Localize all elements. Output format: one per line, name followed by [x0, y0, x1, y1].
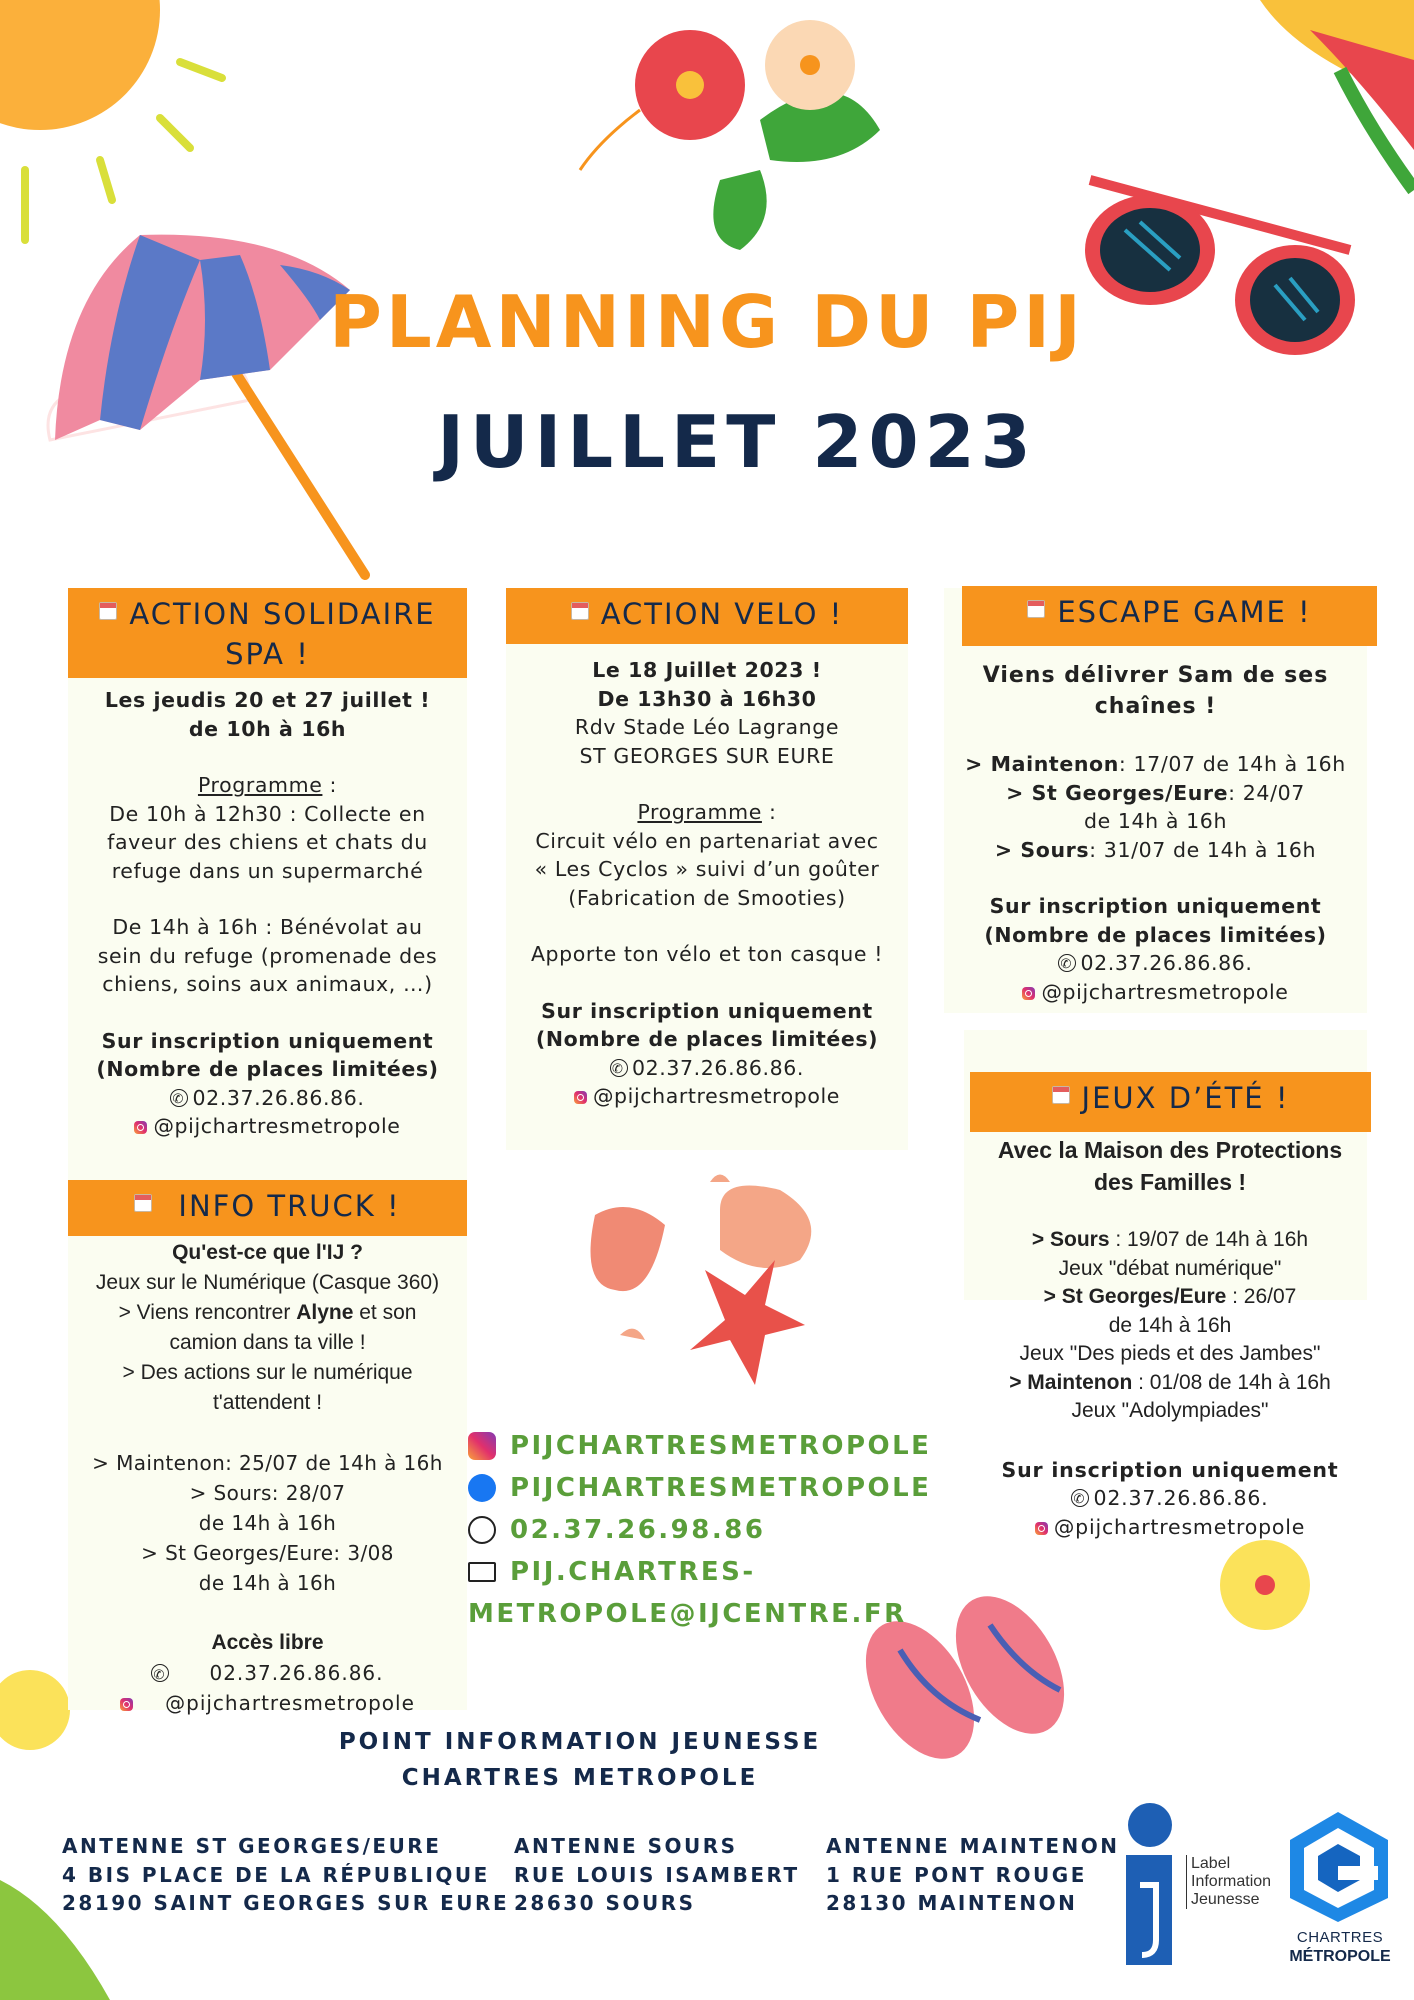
ij-logo — [1120, 1800, 1180, 1970]
body-truck: Qu'est-ce que l'IJ ? Jeux sur le Numérique (Casque 360) > Viens rencontrer Alyne et son camion dans ta ville ! > Des actions sur le numérique t'attendent ! > Maintenon: 25/07 de 14h à 16h > Sours: 28/07 de 14h à 16h > St Georges/Eure: 3/08 de 14h à 16h Accès libre ✆02.37.26.86.86. @pijchartresmetropole — [68, 1238, 467, 1718]
phone-link[interactable]: 02.37.26.86.86. — [1093, 1486, 1269, 1510]
title-month: JUILLET 2023 — [437, 400, 1037, 484]
body-velo: Le 18 Juillet 2023 ! De 13h30 à 16h30 Rdv Stade Léo Lagrange ST GEORGES SUR EURE Programme : Circuit vélo en partenariat avec « Les Cyclos » suivi d’un goûter (Fabrication de Smooties) Apporte ton vélo et ton casque ! Sur inscription uniquement (Nombre de places limitées) ✆02.37.26.86.86. @pijchartresmetropole — [506, 656, 908, 1111]
header-velo: ACTION VELO ! — [506, 588, 908, 644]
title-planning: PLANNING DU PIJ — [329, 280, 1085, 364]
phone-icon — [170, 1089, 188, 1107]
instagram-link[interactable]: @pijchartresmetropole — [1041, 979, 1289, 1004]
calendar-icon — [99, 602, 117, 620]
instagram-icon — [468, 1432, 496, 1460]
phone-icon — [468, 1516, 496, 1544]
facebook-link[interactable]: PIJCHARTRESMETROPOLE — [510, 1473, 932, 1503]
header-escape: ESCAPE GAME ! — [962, 586, 1377, 646]
chartres-metropole-text: CHARTRES MÉTROPOLE — [1289, 1929, 1391, 1965]
instagram-link[interactable]: @pijchartresmetropole — [165, 1691, 415, 1715]
phone-link[interactable]: 02.37.26.86.86. — [192, 1085, 365, 1110]
phone-link[interactable]: 02.37.26.86.86. — [631, 1055, 804, 1080]
calendar-icon — [134, 1194, 152, 1212]
hibiscus-illustration — [580, 20, 880, 250]
calendar-icon — [1027, 600, 1045, 618]
body-jeux: Avec la Maison des Protections des Familles ! > Sours : 19/07 de 14h à 16h Jeux "débat numérique" > St Georges/Eure : 26/07 de 14h à 16h Jeux "Des pieds et des Jambes" > Maintenon : 01/08 de 14h à 16h Jeux "Adolympiades" Sur inscription uniquement ✆02.37.26.86.86. @pijchartresmetropole — [964, 1134, 1376, 1541]
email-icon — [468, 1562, 496, 1582]
phone-link[interactable]: 02.37.26.86.86. — [1080, 951, 1253, 975]
body-solidaire: Les jeudis 20 et 27 juillet ! de 10h à 16h Programme : De 10h à 12h30 : Collecte en faveur des chiens et chats du refuge dans un supermarché De 14h à 16h : Bénévolat au sein du refuge (promenade des chiens, soins aux animaux, …) Sur inscription uniquement (Nombre de places limitées) ✆02.37.26.86.86. @pijchartresmetropole — [68, 686, 467, 1141]
instagram-icon — [134, 1121, 147, 1134]
instagram-icon — [120, 1698, 133, 1711]
phone-link[interactable]: 02.37.26.86.86. — [209, 1661, 384, 1685]
instagram-icon — [574, 1091, 587, 1104]
phone-icon — [151, 1664, 169, 1682]
contacts — [468, 1425, 1128, 1635]
yellow-flower-illustration — [1220, 1540, 1310, 1630]
header-truck: INFO TRUCK ! — [68, 1180, 467, 1236]
instagram-link[interactable]: @pijchartresmetropole — [1053, 1514, 1306, 1539]
leaves-illustration — [1260, 0, 1414, 190]
calendar-icon — [571, 602, 589, 620]
antenne-maintenon: ANTENNE MAINTENON 1 RUE PONT ROUGE 28130 MAINTENON — [826, 1834, 1120, 1915]
antenne-sours: ANTENNE SOURS RUE LOUIS ISAMBERT 28630 SOURS — [514, 1834, 800, 1915]
header-jeux: JEUX D’ÉTÉ ! — [970, 1072, 1371, 1132]
instagram-link[interactable]: @pijchartresmetropole — [153, 1114, 401, 1138]
phone-icon — [1058, 954, 1076, 972]
instagram-link[interactable]: @pijchartresmetropole — [592, 1084, 841, 1108]
instagram-link[interactable]: PIJCHARTRESMETROPOLE — [510, 1431, 932, 1461]
facebook-icon — [468, 1474, 496, 1502]
antenne-st-georges: ANTENNE ST GEORGES/EURE 4 BIS PLACE DE LA RÉPUBLIQUE 28190 SAINT GEORGES SUR EURE — [62, 1834, 510, 1915]
email-link[interactable]: PIJ.CHARTRES-METROPOLE@IJCENTRE.FR — [468, 1557, 907, 1629]
phone-link[interactable]: 02.37.26.98.86 — [510, 1515, 766, 1545]
body-escape: Viens délivrer Sam de ses chaînes ! > Maintenon: 17/07 de 14h à 16h > St Georges/Eure: 24/07 de 14h à 16h > Sours: 31/07 de 14h à 16h Sur inscription uniquement (Nombre de places limitées) ✆02.37.26.86.86. @pijchartresmetropole — [944, 660, 1367, 1006]
instagram-icon — [1022, 987, 1035, 1000]
chartres-metropole-logo — [1282, 1808, 1394, 1924]
sun-illustration — [0, 0, 222, 240]
phone-icon — [610, 1059, 628, 1077]
seashells-illustration — [591, 1175, 812, 1386]
ij-label: Label Information Jeunesse — [1186, 1855, 1271, 1909]
header-solidaire: ACTION SOLIDAIRE SPA ! — [68, 588, 467, 678]
calendar-icon — [1052, 1086, 1070, 1104]
footer-title: POINT INFORMATION JEUNESSE CHARTRES METROPOLE — [338, 1729, 822, 1791]
